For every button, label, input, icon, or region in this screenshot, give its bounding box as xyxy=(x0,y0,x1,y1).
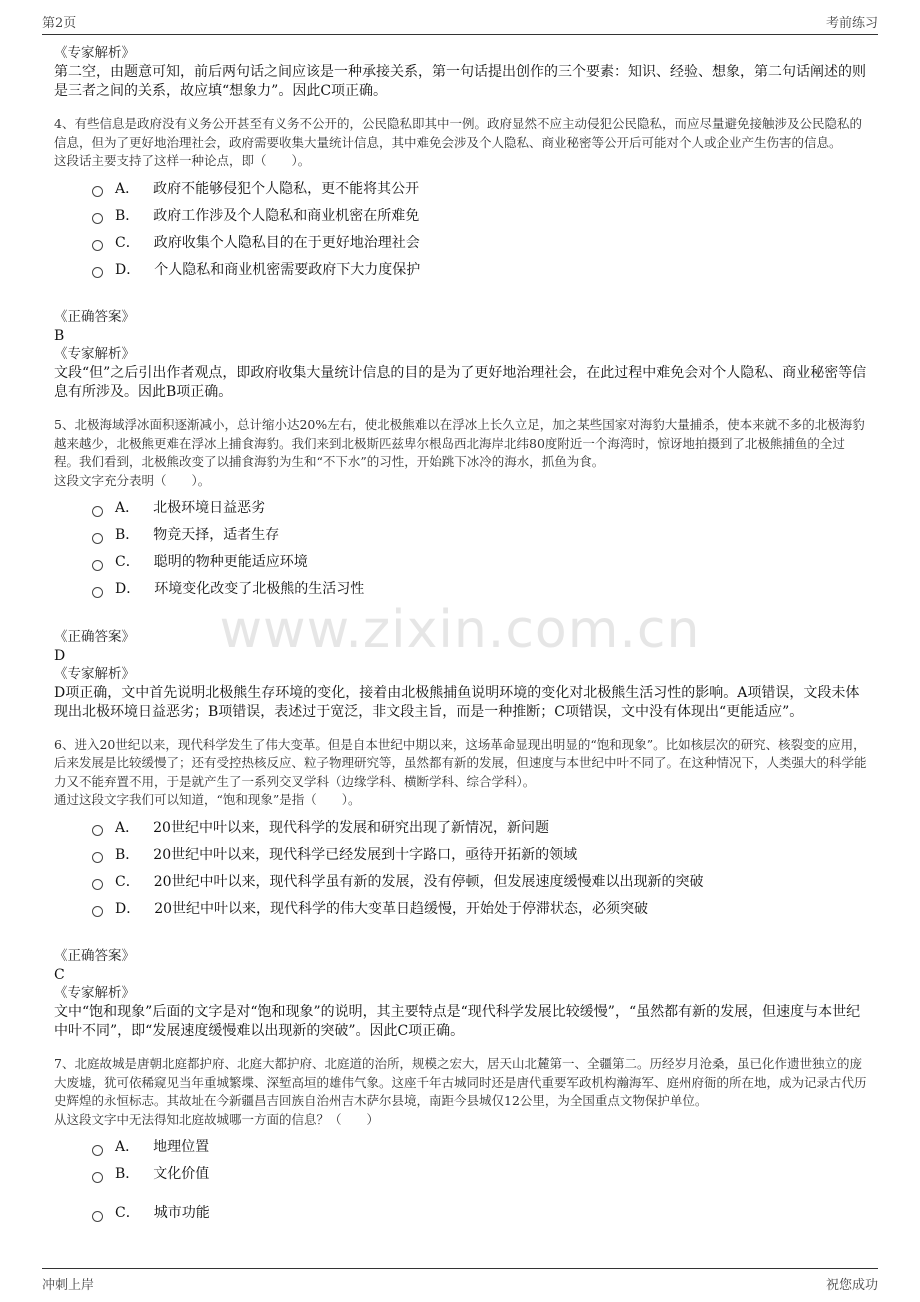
answer-label: 《正确答案》 xyxy=(54,628,135,645)
radio-icon[interactable] xyxy=(92,879,103,890)
page-header xyxy=(42,0,878,35)
question-prompt: 这段文字充分表明（ ）。 xyxy=(54,472,211,488)
page-number: 第2页 xyxy=(42,16,77,31)
question-6 xyxy=(54,736,868,1042)
option-letter: A． xyxy=(115,180,140,197)
analysis-text: D项正确，文中首先说明北极熊生存环境的变化，接着由北极熊捕鱼说明环境的变化对北极熊生活习性的影响。A项错误，文段未体现出北极环境日益恶劣；B项错误，表述过于宽泛，非文段主旨，而是一种推断；C项错误，文中没有体现出“更能适应”。 xyxy=(54,684,860,720)
option-c[interactable] xyxy=(92,867,868,894)
question-prompt: 从这段文字中无法得知北庭故城哪一方面的信息？（ ） xyxy=(54,1111,380,1127)
analysis-label: 《专家解析》 xyxy=(54,665,135,682)
option-d[interactable] xyxy=(92,575,868,602)
watermark: www.zixin.com.cn xyxy=(219,600,701,660)
answer-label: 《正确答案》 xyxy=(54,948,135,964)
question-7 xyxy=(54,1055,868,1226)
analysis-label: 《专家解析》 xyxy=(54,985,135,1001)
option-a[interactable] xyxy=(92,813,868,840)
option-letter: D． xyxy=(115,900,141,917)
option-text: 20世纪中叶以来，现代科学的发展和研究出现了新情况，新问题 xyxy=(153,819,549,836)
option-text: 20世纪中叶以来，现代科学已经发展到十字路口，亟待开拓新的领域 xyxy=(153,846,578,863)
answer-value: B xyxy=(54,328,65,344)
radio-icon[interactable] xyxy=(92,560,103,571)
footer-left-text: 冲刺上岸 xyxy=(42,1278,95,1293)
question-prompt: 通过这段文字我们可以知道，“饱和现象”是指（ ）。 xyxy=(54,792,361,807)
option-text: 文化价值 xyxy=(153,1166,210,1182)
option-letter: A． xyxy=(115,500,140,516)
question-text: 6、进入20世纪以来，现代科学发生了伟大变革。但是自本世纪中期以来，这场革命显现出明显的“饱和现象”。比如核层次的研究、核裂变的应用，后来发展是比较缓慢了；还有受控热核反应、粒子物理研究等，虽然都有新的发展，但速度与本世纪中叶不同了。在这种情况下，人类强大的科学能力又不能弃置不用，于是就产生了一系列交叉学科（边缘学科、横断学科、综合学科）。 xyxy=(54,736,867,789)
option-d[interactable] xyxy=(92,894,868,921)
analysis-label: 《专家解析》 xyxy=(54,45,135,61)
answer-value: C xyxy=(54,967,65,983)
option-b[interactable] xyxy=(92,201,868,228)
option-letter: B． xyxy=(115,1166,140,1182)
option-list xyxy=(92,1133,868,1226)
option-text: 环境变化改变了北极熊的生活习性 xyxy=(154,581,365,597)
option-b[interactable] xyxy=(92,521,868,548)
option-letter: C． xyxy=(115,873,140,890)
question-text: 4、有些信息是政府没有义务公开甚至有义务不公开的，公民隐私即其中一例。政府显然不应主动侵犯公民隐私，而应尽量避免接触涉及公民隐私的信息，但为了更好地治理社会，政府需要收集大量统计信息，其中难免会涉及个人隐私、商业秘密等公开后可能对个人或企业产生伤害的信息。 xyxy=(54,116,862,150)
option-text: 政府工作涉及个人隐私和商业机密在所难免 xyxy=(153,207,420,224)
radio-icon[interactable] xyxy=(92,213,103,224)
option-text: 城市功能 xyxy=(153,1205,210,1221)
option-c[interactable] xyxy=(92,228,868,255)
radio-icon[interactable] xyxy=(92,1172,103,1183)
option-text: 政府不能够侵犯个人隐私，更不能将其公开 xyxy=(153,180,420,197)
option-b[interactable] xyxy=(92,1160,868,1187)
radio-icon[interactable] xyxy=(92,240,103,251)
document-body xyxy=(54,44,868,1226)
analysis-text: 文中“饱和现象”后面的文字是对“饱和现象”的说明，其主要特点是“现代科学发展比较缓慢”，“虽然都有新的发展，但速度与本世纪中叶不同”，即“发展速度缓慢难以出现新的突破”。因此C项正确。 xyxy=(54,1004,861,1039)
option-list xyxy=(92,494,868,602)
option-letter: D． xyxy=(115,261,141,278)
option-letter: A． xyxy=(115,819,140,836)
option-letter: B． xyxy=(115,207,140,224)
page-footer xyxy=(42,1268,878,1299)
answer-label: 《正确答案》 xyxy=(54,309,135,325)
option-letter: C． xyxy=(115,1205,140,1221)
option-c[interactable] xyxy=(92,1199,868,1226)
option-letter: C． xyxy=(115,234,140,251)
option-letter: C． xyxy=(115,554,140,570)
option-letter: D． xyxy=(115,581,141,597)
option-list xyxy=(92,813,868,921)
option-text: 物竞天择，适者生存 xyxy=(153,527,280,543)
option-text: 20世纪中叶以来，现代科学的伟大变革日趋缓慢，开始处于停滞状态，必须突破 xyxy=(154,900,649,917)
question-text: 5、北极海域浮冰面积逐渐减小，总计缩小达20%左右，使北极熊难以在浮冰上长久立足，加之某些国家对海豹大量捕杀，使本来就不多的北极海豹越来越少，北极熊更难在浮冰上捕食海豹。我们来到北极斯匹兹卑尔根岛西北海岸北纬80度附近一个海湾时，惊讶地拍摄到了北极熊捕鱼的全过程。我们看到，北极熊改变了以捕食海豹为生和“不下水”的习性，开始跳下冰冷的海水，抓鱼为食。 xyxy=(54,417,865,469)
option-letter: A． xyxy=(115,1139,140,1155)
option-list xyxy=(92,174,868,282)
analysis-label: 《专家解析》 xyxy=(54,346,135,362)
question-5 xyxy=(54,416,868,722)
radio-icon[interactable] xyxy=(92,506,103,517)
option-text: 聪明的物种更能适应环境 xyxy=(153,554,308,570)
option-a[interactable] xyxy=(92,174,868,201)
intro-section xyxy=(54,44,868,101)
option-text: 个人隐私和商业机密需要政府下大力度保护 xyxy=(154,261,421,278)
question-prompt: 这段话主要支持了这样一种论点，即（ ）。 xyxy=(54,153,311,168)
header-title: 考前练习 xyxy=(825,16,878,31)
radio-icon[interactable] xyxy=(92,852,103,863)
option-text: 20世纪中叶以来，现代科学虽有新的发展，没有停顿，但发展速度缓慢难以出现新的突破 xyxy=(153,873,704,890)
question-text: 7、北庭故城是唐朝北庭都护府、北庭大都护府、北庭道的治所，规模之宏大，居天山北麓第一、全疆第二。历经岁月沧桑，虽已化作遗世独立的庞大废墟，犹可依稀窥见当年重城繁堞、深堑高垣的雄伟气象。这座千年古城同时还是唐代重要军政机构瀚海军、庭州府衙的所在地，成为记录古代历史辉煌的永恒标志。其故址在今新疆昌吉回族自治州吉木萨尔县境，南距今县城仅12公里，为全国重点文物保护单位。 xyxy=(54,1056,867,1108)
footer-right-text: 祝您成功 xyxy=(825,1278,878,1293)
option-a[interactable] xyxy=(92,494,868,521)
radio-icon[interactable] xyxy=(92,533,103,544)
radio-icon[interactable] xyxy=(92,186,103,197)
option-text: 政府收集个人隐私目的在于更好地治理社会 xyxy=(153,234,420,251)
radio-icon[interactable] xyxy=(92,906,103,917)
option-a[interactable] xyxy=(92,1133,868,1160)
radio-icon[interactable] xyxy=(92,267,103,278)
analysis-text: 文段“但”之后引出作者观点，即政府收集大量统计信息的目的是为了更好地治理社会，在此过程中难免会对个人隐私、商业秘密等信息有所涉及。因此B项正确。 xyxy=(54,365,867,400)
option-text: 地理位置 xyxy=(153,1139,210,1155)
option-letter: B． xyxy=(115,846,140,863)
option-c[interactable] xyxy=(92,548,868,575)
option-b[interactable] xyxy=(92,840,868,867)
analysis-text: 第二空，由题意可知，前后两句话之间应该是一种承接关系，第一句话提出创作的三个要素：知识、经验、想象，第二句话阐述的则是三者之间的关系，故应填“想象力”。因此C项正确。 xyxy=(54,64,866,99)
radio-icon[interactable] xyxy=(92,1211,103,1222)
radio-icon[interactable] xyxy=(92,1145,103,1156)
option-letter: B． xyxy=(115,527,140,543)
radio-icon[interactable] xyxy=(92,825,103,836)
question-4 xyxy=(54,115,868,402)
option-text: 北极环境日益恶劣 xyxy=(153,500,266,516)
option-d[interactable] xyxy=(92,255,868,282)
answer-value: D xyxy=(54,647,66,664)
radio-icon[interactable] xyxy=(92,587,103,598)
